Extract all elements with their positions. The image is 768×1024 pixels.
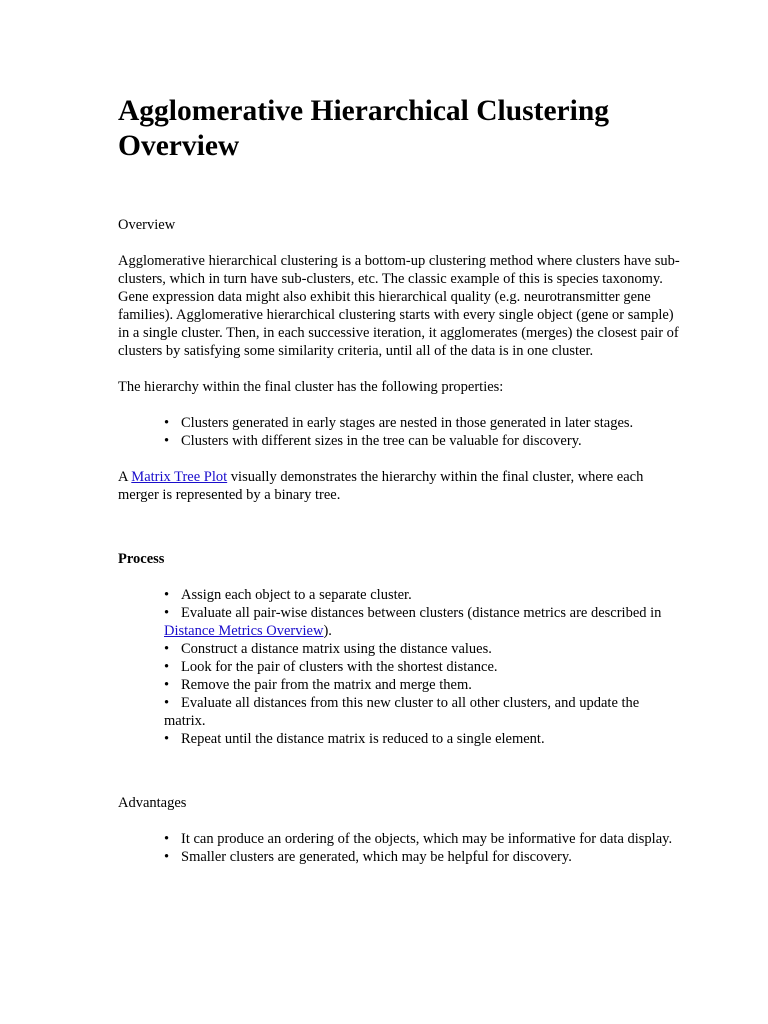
bullet-icon: • — [164, 731, 170, 747]
bullet-icon: • — [164, 641, 170, 657]
advantage-text: Smaller clusters are generated, which may be helpful for discovery. — [181, 849, 572, 865]
list-item — [164, 830, 680, 848]
properties-intro: The hierarchy within the final cluster has the following properties: — [118, 379, 504, 395]
process-step-text: Evaluate all distances from this new cluster to all other clusters, and update the matrix. — [164, 695, 640, 729]
property-text: Clusters generated in early stages are nested in those generated in later stages. — [181, 415, 634, 431]
intro-paragraph: Agglomerative hierarchical clustering is a bottom-up clustering method where clusters have sub-clusters, which in turn have sub-clusters, etc. The classic example of this is species taxonomy. Gene expression data might also exhibit this hierarchical quality (e.g. neurotransmitter gene families). Agglomerative hierarchical clustering starts with every single object (gene or sample) in a single cluster. Then, in each successive iteration, it agglomerates (merges) the closest pair of clusters by satisfying some similarity criteria, until all of the data is in one cluster. — [118, 253, 680, 359]
property-text: Clusters with different sizes in the tree can be valuable for discovery. — [181, 433, 582, 449]
bullet-icon: • — [164, 695, 170, 711]
bullet-icon: • — [164, 415, 170, 431]
bullet-icon: • — [164, 587, 170, 603]
advantage-text: It can produce an ordering of the objects, which may be informative for data display. — [181, 831, 673, 847]
properties-list — [118, 414, 680, 450]
process-step-text: Look for the pair of clusters with the shortest distance. — [181, 659, 498, 675]
list-item — [164, 694, 680, 730]
bullet-icon: • — [164, 677, 170, 693]
page-title: Agglomerative Hierarchical Clustering Overview — [118, 95, 609, 162]
process-list — [118, 586, 680, 748]
process-step-suffix: ). — [323, 623, 332, 639]
distance-metrics-overview-link[interactable]: Distance Metrics Overview — [164, 623, 324, 639]
advantages-list — [118, 830, 680, 866]
process-step-text: Assign each object to a separate cluster. — [181, 587, 412, 603]
document-page — [118, 94, 680, 866]
list-item — [164, 730, 680, 748]
list-item — [164, 640, 680, 658]
bullet-icon: • — [164, 433, 170, 449]
advantages-label: Advantages — [118, 795, 187, 811]
list-item — [164, 676, 680, 694]
matrix-tree-prefix: A — [118, 469, 132, 485]
list-item — [164, 848, 680, 866]
bullet-icon: • — [164, 659, 170, 675]
matrix-tree-plot-link[interactable]: Matrix Tree Plot — [131, 469, 228, 485]
bullet-icon: • — [164, 605, 170, 621]
matrix-tree-suffix: visually demonstrates the hierarchy within the final cluster, where each merger is represented by a binary tree. — [118, 469, 644, 503]
list-item — [164, 658, 680, 676]
bullet-icon: • — [164, 831, 170, 847]
matrix-tree-paragraph — [118, 468, 680, 504]
process-step-text: Evaluate all pair-wise distances between clusters (distance metrics are described in — [181, 605, 662, 621]
process-label: Process — [118, 551, 165, 567]
list-item — [164, 604, 680, 640]
list-item — [164, 414, 680, 432]
process-step-text: Remove the pair from the matrix and merge them. — [181, 677, 472, 693]
bullet-icon: • — [164, 849, 170, 865]
overview-label: Overview — [118, 217, 176, 233]
list-item — [164, 586, 680, 604]
list-item — [164, 432, 680, 450]
process-step-text: Construct a distance matrix using the distance values. — [181, 641, 492, 657]
process-step-text: Repeat until the distance matrix is reduced to a single element. — [181, 731, 545, 747]
